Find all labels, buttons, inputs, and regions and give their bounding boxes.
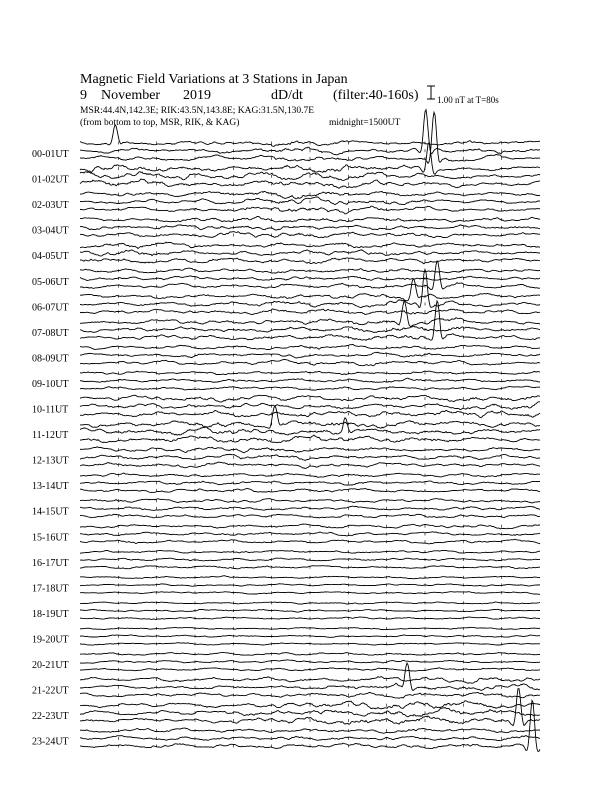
date-year: 2019 [183,88,211,103]
hour-label: 05-06UT [32,276,69,288]
hour-label: 02-03UT [32,200,69,212]
hour-label: 09-10UT [32,378,69,390]
hour-label: 15-16UT [32,532,69,544]
hour-label: 13-14UT [32,481,69,493]
trace-rik [80,270,540,308]
hour-label: 23-24UT [32,736,69,748]
hour-label: 16-17UT [32,557,69,569]
hour-label: 12-13UT [32,455,69,467]
midnight-note: midnight=1500UT [329,118,401,128]
hour-label: 03-04UT [32,225,69,237]
hour-label: 04-05UT [32,251,69,263]
hour-label: 11-12UT [32,430,69,442]
hour-labels [32,149,69,748]
hour-label: 01-02UT [32,174,69,186]
component-label: dD/dt [271,88,303,103]
hour-label: 10-11UT [32,404,69,416]
hour-label: 21-22UT [32,685,69,697]
scale-label: 1.00 nT at T=80s [437,95,499,105]
hour-label: 08-09UT [32,353,69,365]
hour-label: 17-18UT [32,583,69,595]
hour-label: 00-01UT [32,149,69,160]
scale-bar [427,86,435,99]
traces [80,110,540,752]
trace-rik [80,110,540,155]
station-order-note: (from bottom to top, MSR, RIK, & KAG) [80,118,240,128]
hour-label: 07-08UT [32,327,69,339]
hour-label: 18-19UT [32,608,69,620]
hour-label: 19-20UT [32,634,69,646]
date-month: November [101,88,161,103]
hour-label: 20-21UT [32,660,69,671]
trace-msr [80,112,540,163]
filter-label: (filter:40-160s) [333,88,419,103]
station-coordinates: MSR:44.4N,142.3E; RIK:43.5N,143.8E; KAG:31.5N,130.7E [80,106,315,116]
hour-label: 06-07UT [32,302,69,314]
hour-label: 14-15UT [32,506,69,518]
hour-label: 22-23UT [32,711,69,723]
trace-msr [80,701,540,752]
chart-title: Magnetic Field Variations at 3 Stations in Japan [80,72,348,87]
date-day: 9 [80,88,87,103]
